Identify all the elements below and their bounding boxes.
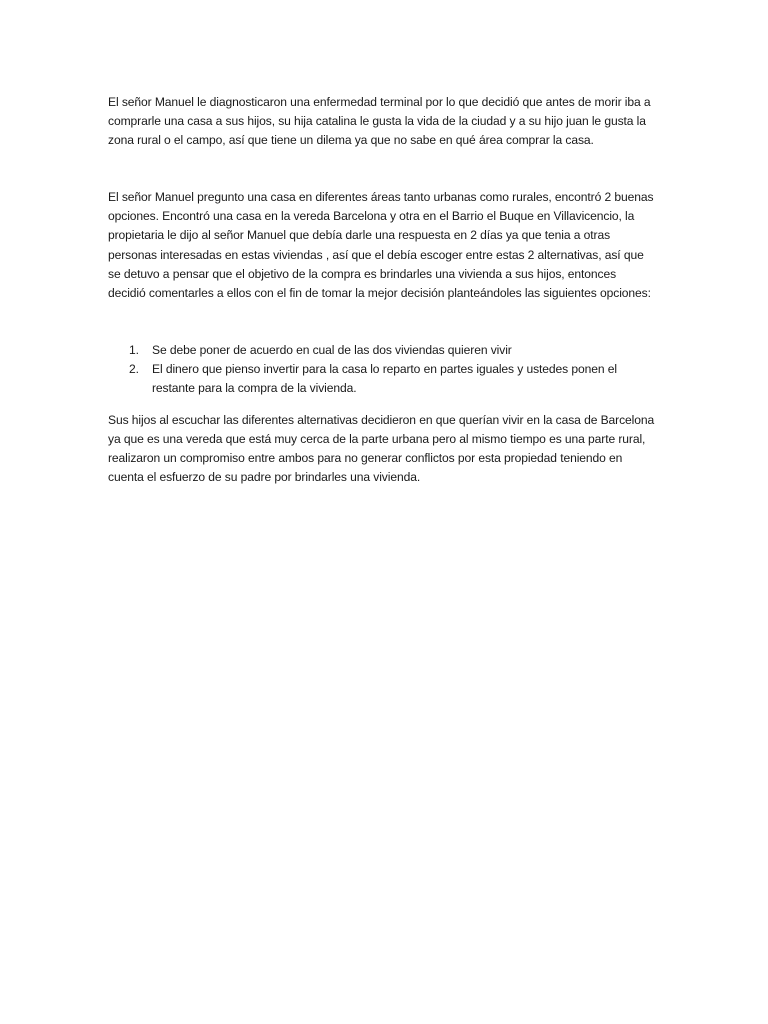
list-item	[108, 360, 656, 398]
options-list	[108, 341, 656, 398]
list-item-text: El dinero que pienso invertir para la casa lo reparto en partes iguales y ustedes ponen el restante para la compra de la vivienda.	[152, 361, 617, 396]
document-body	[108, 93, 656, 488]
paragraph-diagnosis: El señor Manuel le diagnosticaron una enfermedad terminal por lo que decidió que antes de morir iba a comprarle una casa a sus hijos, su hija catalina le gusta la vida de la ciudad y a su hijo juan le gusta la zona rural o el campo, así que tiene un dilema ya que no sabe en qué área comprar la casa.	[108, 95, 651, 148]
list-item	[108, 341, 656, 360]
list-item-number: 1.	[129, 342, 139, 357]
paragraph-options-found: El señor Manuel pregunto una casa en diferentes áreas tanto urbanas como rurales, encontró 2 buenas opciones. Encontró una casa en la vereda Barcelona y otra en el Barrio el Buque en Villavicencio, la propietaria le dijo al señor Manuel que debía darle una respuesta en 2 días ya que tenia a otras personas interesadas en estas viviendas , así que el debía escoger entre estas 2 alternativas, así que se detuvo a pensar que el objetivo de la compra es brindarles una vivienda a sus hijos, entonces decidió comentarles a ellos con el fin de tomar la mejor decisión planteándoles las siguientes opciones:	[108, 190, 654, 300]
list-item-number: 2.	[129, 361, 139, 376]
paragraph-decision: Sus hijos al escuchar las diferentes alternativas decidieron en que querían vivir en la casa de Barcelona ya que es una vereda que está muy cerca de la parte urbana pero al mismo tiempo es una parte rural, realizaron un compromiso entre ambos para no generar conflictos por esta propiedad teniendo en cuenta el esfuerzo de su padre por brindarles una vivienda.	[108, 413, 655, 485]
list-item-text: Se debe poner de acuerdo en cual de las dos viviendas quieren vivir	[152, 342, 512, 357]
